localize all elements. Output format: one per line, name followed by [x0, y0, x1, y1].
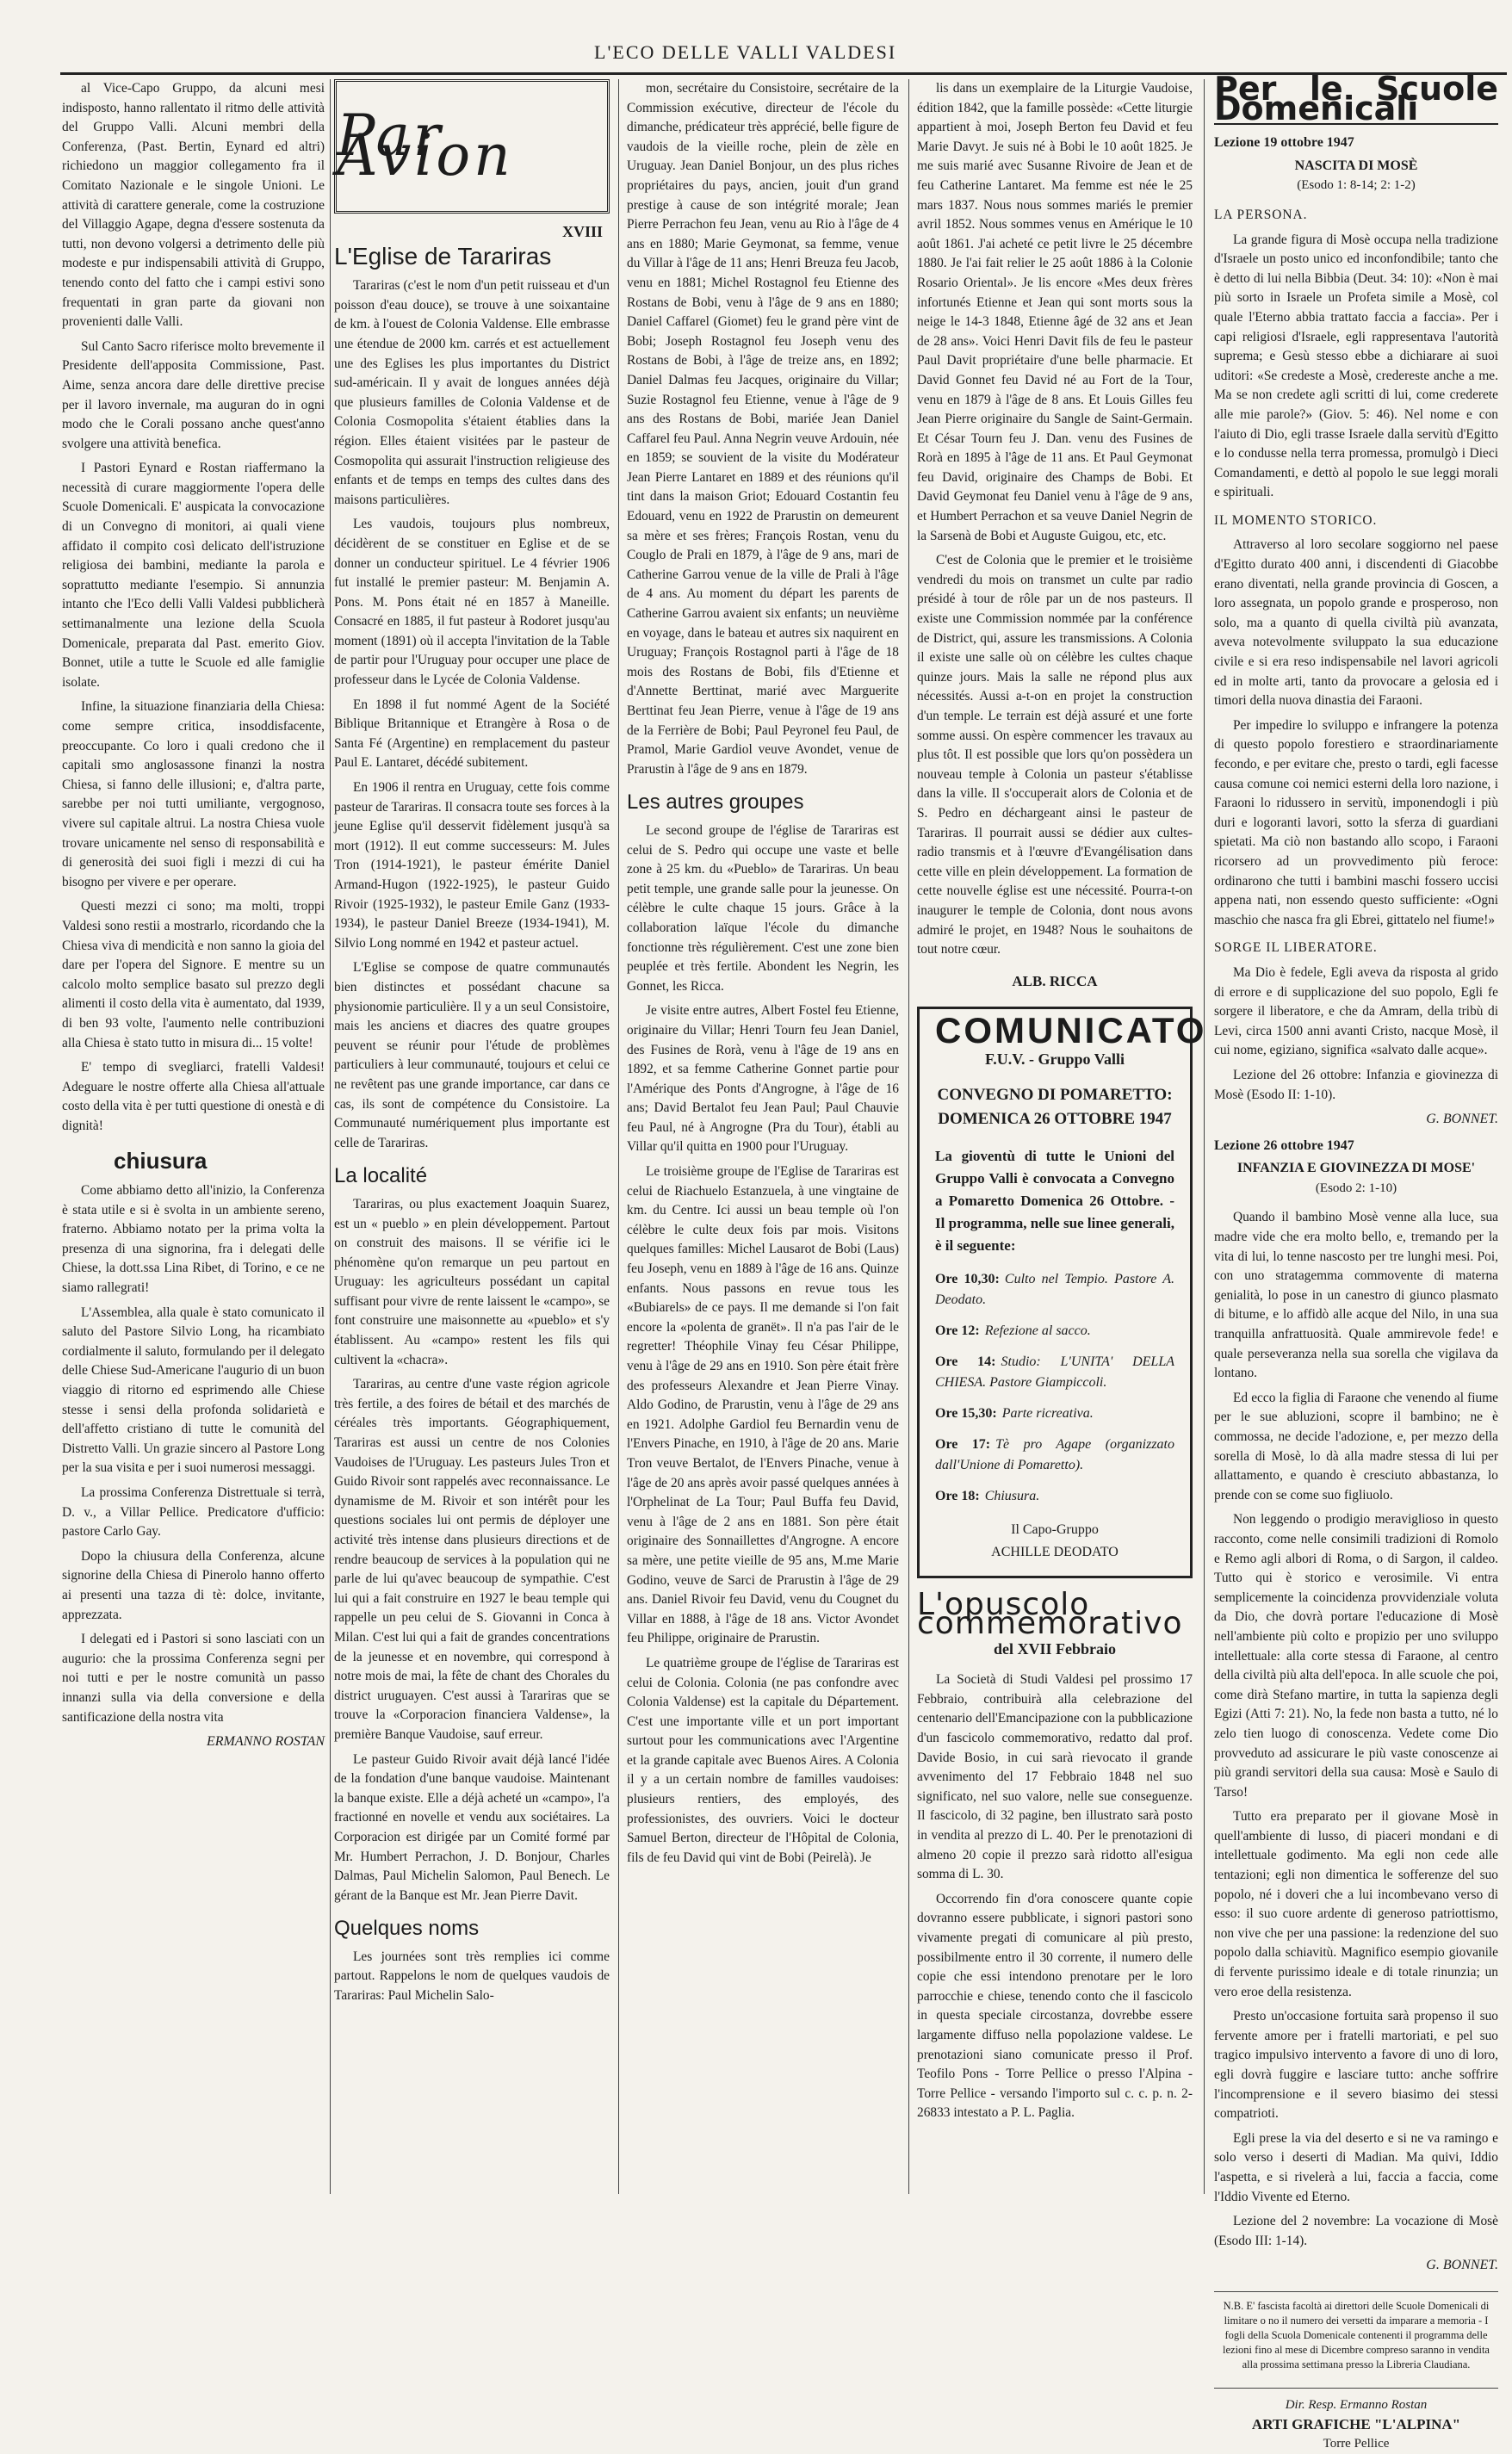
program-text: Refezione al sacco. — [984, 1323, 1091, 1338]
paragraph: En 1898 il fut nommé Agent de la Société Biblique Britannique et Etrangère à Rosa o de Santa Fé (Argentine) en remplacement du pasteur Paul E. Lantaret, décédé subitement. — [334, 697, 610, 771]
paragraph: Ma Dio è fedele, Egli aveva da risposta al grido di errore e di supplicazione del suo popolo, Egli fe sorgere il liberatore, e che da Amram, della tribù di Levi, circa 1500 anni avanti Cristo, nacque Mosè, il cui nome, egiziano, significa «salvato dalle acque». — [1214, 964, 1498, 1058]
paragraph: Les vaudois, toujours plus nombreux, décidèrent de se constituer en Eglise et de se donner un conducteur spirituel. Le 4 février 1906 fut installé le premier pasteur: M. Benjamin A. Pons. M. Pons était né en 1857 à Maneille. Consacré en 1885, il fut pasteur à Rodoret jusqu'au moment (1891) où il accepta l'invitation de la Table de partir pour l'Uruguay pour occuper une place de professeur dans le Lycée de Colonia Valdense. — [334, 517, 610, 688]
author-signature: ERMANNO ROSTAN — [206, 1734, 325, 1750]
par-avion-title: Par Avion — [337, 102, 514, 189]
lesson-reference: (Esodo 2: 1-10) — [1315, 1181, 1397, 1195]
paragraph: Lezione del 2 novembre: La vocazione di Mosè (Esodo III: 1-14). — [1214, 2214, 1498, 2248]
program-time: Ore 15,30: — [935, 1405, 997, 1421]
program-text: Tè pro Agape (organizzato dall'Unione di Pomaretto). — [935, 1436, 1174, 1472]
chapter-number: XVIII — [561, 223, 603, 240]
lesson-date: Lezione 26 ottobre 1947 — [1214, 1137, 1354, 1153]
comunicato-heading: CONVEGNO DI POMARETTO: DOMENICA 26 OTTOBRE 1947 — [937, 1085, 1173, 1128]
paragraph: Le pasteur Guido Rivoir avait déjà lancé l'idée de la fondation d'une banque vaudoise. Maintenant la banque existe. Elle a déjà acheté un «campo», l'a fractionné en novelle et vendu aux sociétaires. La Corporacion est dirigée par un Comité formé par Mr. Humbert Perrachon, J. D. Bonjour, Charles Dalmas, Paul Michelin Salomon, Paul Benech. Le gérant de la Banque est Mr. Jean Pierre Davit. — [334, 1751, 610, 1903]
column-par-avion — [334, 79, 610, 2194]
paragraph: Dopo la chiusura della Conferenza, alcune signorine della Chiesa di Pinerolo hanno offerto ai presenti una tazza di tè: dolce, invitante, apprezzata. — [62, 1548, 325, 1622]
publication-credits — [1214, 2388, 1498, 2454]
author-signature: ALB. RICCA — [1012, 972, 1098, 989]
paragraph: Egli prese la via del deserto e si ne va ramingo e solo verso i deserti di Madian. Ma quivi, Iddio l'aspetta, e si rivelerà a lui, faccia a faccia, come l'Iddio Vivente ed Eterno. — [1214, 2130, 1498, 2204]
program-item — [935, 1321, 1174, 1342]
paragraph: L'Assemblea, alla quale è stato comunicato il saluto del Pastore Silvio Long, ha ricambiato cordialmente il saluto, formulando per il delegato delle Chiese Sud-Americane l'augurio di un buon viaggio di ritorno ed esprimendo alle Chiese stesse i sensi della profonda solidarietà e dell'affetto cristiano di tutte le comunità del Distretto Valli. Un grazie sincero al Pastore Long per la sua visita e per i suoi numerosi messaggi. — [62, 1304, 325, 1476]
column-colonia-and-notices — [917, 79, 1207, 2194]
program-item — [935, 1352, 1174, 1393]
paragraph: Tarariras (c'est le nom d'un petit ruisseau et d'un poisson d'eau douce), se trouve à une soixantaine de km. à l'ouest de Colonia Valdense. Elle embrasse une étendue de 2000 km. carrés et est actuellement une des Eglises les plus importantes du District sud-américain. Il y avait de longues années déjà que plusieurs familles de Colonia Valdense et de Colonia Cosmopolita s'étaient établies dans la région. Elles étaient visitées par le pasteur de Cosmopolita qui assurait l'instruction religieuse des enfants et de temps en temps des cultes dans des maisons particulières. — [334, 278, 610, 507]
paragraph: Tutto era preparato per il giovane Mosè in quell'ambiente di lusso, di piaceri mondani e di intellettuale godimento. Ma egli non cede alle tentazioni; egli non dimentica le sofferenze del suo popolo, né i doveri che a lui incombevano verso di esso: il suo cuore ardente di generoso patriottismo, non vive che per una passione: la redenzione del suo popolo dalla schiavitù. Magnifico esempio giovanile di fervente purissimo ideale e di totale rinunzia; un vero eroe della resistenza. — [1214, 1809, 1498, 1999]
par-avion-title-box — [334, 79, 610, 214]
paragraph: Non leggendo o prodigio meraviglioso in questo racconto, come nelle consimili tradizioni di Romolo e Remo agli albori di Roma, o di Sargon, il caldeo. Tutto qui è storico e verosimile. Vi entra semplicemente la coincidenza provvidenziale voluta da Dio, che dovrà portare l'educazione di Mosè nell'ambiente più colto e propizio per uno sviluppo intellettuale: alla corte stessa di Faraone, al centro della civiltà più alta dell'epoca. In alle scuole che poi, come dirà Stefano martire, in tutta la sapienza degli Egizi (Atti 7: 21). No, la fede non basta a tutto, né lo zelo tien luogo di conoscenza. Vedete come Dio provveduto ad assicurare le più vaste conoscenze ai più grandi servitori della sua causa: Mosè e Saulo di Tarso! — [1214, 1512, 1498, 1800]
subsection-title: Les autres groupes — [627, 790, 804, 815]
program-text: Studio: L'UNITA' DELLA CHIESA. Pastore Giampiccoli. — [935, 1354, 1175, 1390]
column-rule — [908, 79, 909, 2194]
column-scuole-domenicali — [1214, 70, 1498, 2451]
lesson-title: INFANZIA E GIOVINEZZA DI MOSE' — [1236, 1161, 1476, 1176]
comunicato-signature — [935, 1519, 1174, 1564]
paragraph: mon, secrétaire du Consistoire, secrétaire de la Commission exécutive, directeur de l'école du dimanche, prédicateur très apprécié, belle figure de vaudois de la vieille roche, plein de zèle en Uruguay. Jean Daniel Bonjour, un des plus riches propriétaires du pays, ancien, jouit d'un grand prestige à cause de son intégrité morale; Jean Pierre Perrachon feu Jean, venu au Rio à l'âge de 4 ans en 1880; Marie Geymonat, sa femme, venue du Villar à l'âge de 11 ans; Henri Breuza feu Jacob, venu en 1881; Michel Rostagnol feu Etienne des Rostans de Bobi, venu à l'âge de 9 ans en 1880; Daniel Caffarel (Giomet) feu le grand père vint de Bobi; Joseph Rostagnol feu Joseph venu des Rostans de Bobi, à l'âge de treize ans, en 1892; Daniel Dalmas feu Jacques, originaire du Villar; Suzie Rostagnol feu Etienne, venue à l'âge de 9 ans des Rostans de Bobi, mariée Jean Daniel Caffarel feu Paul. Anna Negrin veuve Ardouin, née en 1859; se souvient de la visite du Modérateur Jean Pierre Lantaret en 1889 et des réunions qu'il tint dans la maison Griot; Edouard Costantin feu Edouard, venu en 1922 de Prarustin on demeurent sa mère et ses frères; François Rostan, venu du Couglo de Prali en 1879, à l'âge de 9 ans, mari de Catherine Garrou venue de la ville de Prali à l'âge de 4 ans. Au moment du départ les parents de Catherine Garrou avaient six enfants; un neuvième en voyage, dans le bateau et autres six naquirent en Uruguay; François Rostagnol parti à l'âge de 18 mois des Rostans de Bobi, fils d'Etienne et d'Annette Berttinat, marié avec Marguerite Berttinat feu Jean Pierre, venue à l'âge de 19 ans de la Ferrière de Bobi; Paul Peyronel feu Paul, de Pramol, Marie Gardiol veuve Avondet, venue de Prarustin à l'âge de 9 ans en 1879. — [627, 81, 899, 777]
comunicato-title: COMUNICATO — [935, 1010, 1207, 1051]
paragraph: al Vice-Capo Gruppo, da alcuni mesi indisposto, hanno rallentato il ritmo delle attività del Gruppo Valli. Alcuni membri della Conferenza, (Past. Bertin, Eynard ed altri) richiedono un maggior collegamento fra il Comitato Nazionale e le singole Unioni. Le attività di carattere generale, come la costruzione del Villaggio Agape, degna d'essere sostenuta da tutti, non devono volgersi a detrimento delle più modeste e pur indispensabili attività di Gruppo, tenendo conto del fatto che i campi estivi sono frequentati in gran parte da giovani non provenienti dalle Valli. — [62, 81, 325, 330]
paragraph: Les journées sont très remplies ici comme partout. Rappelons le nom de quelques vaudois de Tarariras: Paul Michelin Salo- — [334, 1949, 610, 2004]
paragraph: La Società di Studi Valdesi pel prossimo 17 Febbraio, contribuirà alla celebrazione del centenario dell'Emancipazione con la pubblicazione d'un fascicolo commemorativo, redatto dal prof. Davide Bosio, in cui sarà rievocato il grande avvenimento del 17 Febbraio 1848 nel suo significato, nel suo valore, nelle sue conseguenze. Il fascicolo, di 32 pagine, ben illustrato sarà posto in vendita al prezzo di L. 40. Per le prenotazioni di almeno 20 copie il prezzo sarà ridotto all'esigua somma di L. 30. — [917, 1672, 1193, 1882]
program-time: Ore 14: — [935, 1354, 996, 1369]
signer-role: Il Capo-Gruppo — [1011, 1521, 1099, 1537]
paragraph: Le second groupe de l'église de Tarariras est celui de S. Pedro qui occupe une vaste et belle zone à 25 km. du «Pueblo» de Tarariras. Un beau petit temple, une grande salle pour la jeunesse. On célèbre le culte chaque 15 jours. Grâce à la collaboration laïque l'école du dimanche fonctionne très régulièrement. C'est une zone bien peuplée et très fertile. Abondent les Negrin, les Gonnet, les Ricca. — [627, 822, 899, 994]
column-par-avion-continued — [627, 79, 899, 2194]
column-rule — [330, 79, 331, 2194]
paragraph: Je visite entre autres, Albert Fostel feu Etienne, originaire du Villar; Henri Tourn feu Jean Daniel, des Fusines de Rorà, venu à l'âge de 19 ans en 1892, et sa femme Catherine Gonnet partie pour l'Amérique des Ponts d'Angrogne, à l'âge de 16 ans; David Bertalot feu Jean Paul; Paul Chauvie feu Paul, né à Angrogne (Pra du Tour), établi au Villar qu'il quitta en 1900 pour l'Uruguay. — [627, 1003, 899, 1155]
paragraph: Ed ecco la figlia di Faraone che venendo al fiume per le sue abluzioni, scopre il bambino; ne è commossa, ne decide l'adozione, e, per mezzo della sorella di Mosè, lo dà alla madre stessa di lui per allattamento, e quando è cresciuto abbastanza, lo prende con se come suo figliuolo. — [1214, 1390, 1498, 1503]
lesson-signature: G. BONNET. — [1426, 1112, 1498, 1127]
lesson-part-heading: IL MOMENTO STORICO. — [1214, 512, 1378, 528]
program-time: Ore 17: — [935, 1436, 991, 1452]
paragraph: Attraverso al loro secolare soggiorno nel paese d'Egitto durato 400 anni, i discendenti di Giacobbe erano diventati, nella grande provincia di Goscen, a loro assegnata, un popolo grande e prosperoso, non solo, ma a quanto di quella civiltà più avanzata, aveva notevolmente sviluppato la sua educazione civile e si era reso indispensabile nel lavori agricoli ed in molte arti, tanto da provocare a gelosia ed i timori della nuova dinastia dei Faraoni. — [1214, 537, 1498, 709]
paragraph: Per impedire lo sviluppo e infrangere la potenza di questo popolo forestiero e straordinariamente fecondo, e per evitare che, presto o tardi, egli facesse causa comune coi nemici esterni della loro nazione, i Faraoni lo ridussero in servitù, imponendogli i più duri e logoranti lavori, sotto la sferza di guardiani spietati. Ma ciò non bastando allo scopo, i Faraoni ricorsero ad un provvedimento più feroce: ordinarono che tutti i bambini maschi fossero uccisi appena nati, non essendo questo sufficiente: «Ogni maschio che nasca fra gli Ebrei, gittatelo nel fiume!» — [1214, 717, 1498, 927]
paragraph: C'est de Colonia que le premier et le troisième vendredi du mois on transmet un culte par radio présidé à tour de rôle par un de nos pasteurs. Il existe une Commission nommée par la conférence de District, qui, assure les transmissions. A Colonia il existe une salle où on célèbre les cultes chaque quinze jours. Mais la salle ne répond plus aux nécessités. Aussi a-t-on en projet la construction d'un temple. Le terrain est déjà assuré et une forte somme aussi. On espère commencer les travaux au plus tôt. Il est possible que lors qu'on possèdera un nouveau temple à Colonia un pasteur s'établisse dans la ville. Il s'occuperait alors de Colonia et de S. Pedro en déchargeant ainsi le pasteur de Tarariras. Il pourrait aussi se dédier aux cultes-radio transmis et à l'œuvre d'Evangélisation dans cette ville en plein développement. La formation de cette nouvelle église est une nécessité. Pourra-t-on inaugurer le temple de Colonia, dont nous avons admiré le projet, en 1948? Nous le souhaitons de tout notre cœur. — [917, 553, 1193, 957]
program-time: Ore 12: — [935, 1323, 980, 1338]
paragraph: lis dans un exemplaire de la Liturgie Vaudoise, édition 1842, que la famille possède: «Cette liturgie appartient à moi, Joseph Berton feu David et feu Marie Davyt. Je suis né à Bobi le 10 août 1825. Je me suis marié avec Susanne Rivoire de Jean et de feu Catherine Lantaret. Ma femme est née le 25 mars 1837. Nous nous sommes mariés le premier avril 1852. Nous sommes venus en Amérique le 10 août 1861. J'ai acheté ce petit livre le 25 décembre 1880. Je l'ai fait relier le 25 août 1886 à la Colonie Rosario Oriental». Je lis encore «Mes deux frères infortunés Etienne et Jean qui sont morts sous la neige le 14-3 1848, Etienne âgé de 32 ans et Jean de 28 ans». Voici Henri Davit fils de feu le pasteur Paul Davit propriétaire d'une belle pharmacie. Et David Gonnet feu David né au Fort de la Tour, venu en 1879 à l'âge de 8 ans. Et Louis Gilles feu Jean Pierre originaire du Sangle de Saint-Germain. Et César Tourn feu J. Dan. venu des Fusines de Rorà en 1895 à l'âge de 11 ans. Et Paul Geymonat feu David, originaire des Champs de Bobi. Et David Geymonat feu Daniel venu à l'âge de 9 ans, et Humbert Perrachon et sa veuve Daniel Negrin de la Sarsenà de Bobi et Auguste Guigou, etc, etc. — [917, 81, 1193, 543]
subsection-title: Quelques noms — [334, 1917, 480, 1941]
column-conference-report — [62, 79, 325, 2194]
paragraph: Le troisième groupe de l'Eglise de Tarariras est celui de Riachuelo Estanzuela, à une vingtaine de km. du Centre. Ici aussi un beau temple où l'on célèbre le culte deux fois par mois. Visitons quelques familles: Michel Lausarot de Bobi (Laus) feu Joseph, venu en 1889 à l'âge de 16 ans. Quinze enfants. Nous passons en revue tous les «Bubiarels» de ce pays. Il me demande si l'on fait encore la «polenta de granët». Il n'a pas l'air de le regretter! Théophile Vinay feu César Philippe, venu à l'âge de 29 ans en 1910. Son père était frère des professeurs Alexandre et Jean Pierre Vinay. Aldo Godino, de Prarustin, venu à l'âge de 29 ans en 1921. Adolphe Gardiol feu Bernardin venu de l'Envers Pinache, en 1910, à l'âge de 20 ans. Marie Tron veuve Bertalot, de l'Envers Pinache, venue à l'âge de 20 ans après avoir passé quelques années à l'Orphelinat de La Tour; Paul Buffa feu David, venu à l'âge de 2 ans en 1881. Son père était originaire des Sonnaillettes d'Angrogne. A encore sa mère, une petite vieille de 95 ans, M.me Marie Godino, veuve de Sarci de Prarustin à l'âge de 29 ans. Daniel Rivoir feu David, venu du Cougnet du Villar en 1888, à l'âge de 18 ans. Victor Avondet feu Philippe, originaire de Prarustin. — [627, 1164, 899, 1646]
paragraph: Questi mezzi ci sono; ma molti, troppi Valdesi sono restii a mostrarlo, ricordando che la Chiesa viva di mendicità e non sanno la gioia del dare per l'opera del Signore. E mentre su un calcolo molto semplice basato sul prezzo degli alimenti il costo della vita è aumentato, dal 1939, di ben 93 volte, l'aumento nelle contribuzioni alla Chiesa è stato tutto in misura di... 15 volte! — [62, 899, 325, 1050]
program-text: Parte ricreativa. — [1001, 1405, 1094, 1421]
column-rule — [618, 79, 619, 2194]
paragraph: En 1906 il rentra en Uruguay, cette fois comme pasteur de Tarariras. Il consacra toute ses forces à la jeune Eglise qu'il desservit fidèlement jusqu'à sa mort (1912). Il eut comme successeurs: M. Jules Tron (1914-1921), le pasteur émérite Daniel Armand-Hugon (1922-1925), le pasteur Guido Rivoir (1925-1932), le pasteur Emile Ganz (1933-1934), le pasteur Daniel Breeze (1934-1941), M. Silvio Long nommé en 1942 et pasteur actuel. — [334, 780, 610, 951]
opuscolo-subtitle: del XVII Febbraio — [993, 1639, 1116, 1658]
printer-credit: ARTI GRAFICHE "L'ALPINA" — [1251, 2415, 1461, 2432]
column-rule — [1204, 79, 1205, 2194]
program-text: Chiusura. — [984, 1488, 1040, 1503]
paragraph: La prossima Conferenza Distrettuale si terrà, D. v., a Villar Pellice. Predicatore d'ufficio: pastore Carlo Gay. — [62, 1484, 325, 1540]
paragraph: Tarariras, au centre d'une vaste région agricole très fertile, a des foires de bétail et des marchés de céréales très importants. Géographiquement, Tarariras est aussi un centre de nos Colonies Vaudoises de l'Uruguay. Les pasteurs Jules Tron et Guido Rivoir sont rappelés avec reconnaissance. Le dynamisme de M. Rivoir et son intérêt pour les questions sociales lui ont permis de déployer une activité très intense dans plusieurs directions et de rendre beaucoup de services à la population qui ne parle de lui qu'avec beaucoup de sympathie. C'est lui qui a fait construire en 1927 le beau temple qui rappelle un peu celui de S. Giovanni in Conca à Milan. C'est lui qui a fait de grandes concentrations de la jeunesse et en novembre, qui correspond à notre mois de mai, la fête de chant des Chorales du district uruguayen. C'est aussi à Tarariras que se trouve la «Corporacion financiera Valdense», la première Banque Vaudoise, sauf erreur. — [334, 1377, 610, 1742]
program-item — [935, 1404, 1174, 1424]
program-item — [935, 1269, 1174, 1311]
comunicato-intro: La gioventù di tutte le Unioni del Gruppo Valli è convocata a Convegno a Pomaretto Domenica 26 Ottobre. - Il programma, nelle sue linee generali, è il seguente: — [935, 1147, 1174, 1254]
program-text: Culto nel Tempio. Pastore A. Deodato. — [935, 1271, 1174, 1307]
paragraph: I delegati ed i Pastori si sono lasciati con un augurio: che la prossima Conferenza segni per noi tutti e per le nostre comunità un passo innanzi sulla via della conversione e della santificazione della nostra vita — [62, 1632, 325, 1725]
comunicato-box — [917, 1007, 1207, 1577]
lesson-reference: (Esodo 1: 8-14; 2: 1-2) — [1297, 178, 1416, 193]
program-item — [935, 1486, 1174, 1507]
comunicato-subtitle: F.U.V. - Gruppo Valli — [984, 1050, 1125, 1068]
paragraph: Infine, la situazione finanziaria della Chiesa: come sempre critica, insoddisfacente, preoccupante. Co loro i quali credono che il capitali smo anglosassone finanzi la nostra Chiesa, si fanno delle illusioni; e, d'altra parte, sarebbe per noi tutti umiliante, vergognoso, vivere sul capitale altrui. La nostra Chiesa vuole trovare unicamente nel senso di responsabilità e di generosità dei suoi figli i mezzi di cui ha bisogno per vivere e per operare. — [62, 699, 325, 889]
subsection-title: La localité — [334, 1164, 428, 1188]
page-header — [0, 0, 1512, 72]
running-head: L'ECO DELLE VALLI VALDESI — [594, 41, 897, 63]
signer-name: ACHILLE DEODATO — [991, 1544, 1119, 1559]
program-time: Ore 10,30: — [935, 1271, 1000, 1286]
paragraph: Le quatrième groupe de l'église de Tarariras est celui de Colonia. Colonia (ne pas confondre avec Colonia Valdense) est la capitale du Département. C'est une importante ville et un port important surtout pour les communications avec l'Argentine et la grande capitale avec Buenos Aires. A Colonia il y a un certain nombre de familles vaudoises: plusieurs rentiers, des employés, des professionistes, des ouvriers. Voici le docteur Samuel Berton, directeur de l'Hôpital de Colonia, fils de feu David qui vint de Bobi (Peirelà). Je — [627, 1655, 899, 1865]
footnote: N.B. E' fascista facoltà ai direttori delle Scuole Domenicali di limitare o no il numero dei versetti da imparare a memoria - I fogli della Scuola Domenicale contenenti il programma delle lezioni fino al mese di Dicembre compreso saranno in vendita alla prossima settimana presso la Libreria Claudiana. — [1214, 2291, 1498, 2372]
lesson-signature: G. BONNET. — [1426, 2258, 1498, 2273]
lesson-part-heading: SORGE IL LIBERATORE. — [1214, 940, 1378, 956]
scuole-domenicali-title: Per le Scuole Domenicali — [1214, 70, 1498, 127]
lesson-date: Lezione 19 ottobre 1947 — [1214, 135, 1354, 151]
lesson-title: NASCITA DI MOSÈ — [1294, 158, 1418, 173]
paragraph: Quando il bambino Mosè venne alla luce, sua madre vide che era molto bello, e, tremando per la vita di lui, lo tenne nascosto per tre lunghi mesi. Poi, con uno stratagemma commovente di materna genialità, lo pose in un canestro di giunco plasmato di bitume, e lo affidò alle acque del Nilo, in una sua tranquilla anfrattuosità. Quale ammirevole fede! e quale perseveranza nella sua sorella che vigilava da lontano. — [1214, 1210, 1498, 1381]
paragraph: Presto un'occasione fortuita sarà propenso il suo fervente amore per i fratelli martoriati, e pel suo tragico impulsivo intervento a favore di uno di loro, egli dovrà fuggire e lasciare tutto: anche soffrire l'incomprensione e il severo biasimo dei stessi compatrioti. — [1214, 2009, 1498, 2122]
article-title: L'Eglise de Tarariras — [334, 242, 552, 270]
program-item — [935, 1435, 1174, 1476]
paragraph: La grande figura di Mosè occupa nella tradizione d'Israele un posto unico ed inconfondibile; tanto che è detto di lui nella Bibbia (Deut. 34: 10): «Non è mai più sorto in Israele un Profeta simile a Mosè, col quale l'Eterno abbia trattato faccia a faccia». Per i capi religiosi d'Israele, egli rappresentava l'autorità suprema; e Gesù stesso ebbe a dichiarare ai suoi uditori: «Se credeste a Mosè, credereste anche a me. Ma se non credete agli scritti di lui, come crederete alle mie parole?» (Giov. 5: 46). Nel nome e con l'aiuto di Dio, egli trasse Israele dalla servitù d'Egitto e lo condusse nella terra promessa, promulgò i Dieci Comandamenti, e dettò al popolo le sue leggi morali e spirituali. — [1214, 232, 1498, 500]
printer-place: Torre Pellice — [1323, 2437, 1390, 2451]
lesson-part-heading: LA PERSONA. — [1214, 207, 1308, 222]
paragraph: Lezione del 26 ottobre: Infanzia e giovinezza di Mosè (Esodo II: 1-10). — [1214, 1067, 1498, 1102]
director-credit: Dir. Resp. Ermanno Rostan — [1285, 2397, 1428, 2412]
section-title-chiusura: chiusura — [114, 1148, 208, 1174]
paragraph: L'Eglise se compose de quatre communautés bien distinctes et possédant chacune sa physionomie particulière. Il y a un seul Consistoire, mais les anciens et diacres des quatre groupes peuvent se réunir pour l'étude de problèmes particuliers à leur communauté, toujours et celui ce ne revêtent pas une grande importance, car dans ce cas, ils sont de compétence du Consistoire. La Communauté numériquement plus importante est celle de Tarariras. — [334, 960, 610, 1150]
paragraph: I Pastori Eynard e Rostan riaffermano la necessità di curare maggiormente l'opera delle Scuole Domenicali. E' auspicata la convocazione di un Convegno di monitori, ai quali viene affidato il compito così delicato dell'istruzione religiosa dei bambini, mediante la parola e soprattutto mediante l'esempio. Si annunzia intanto che l'Eco delli Valli Valdesi pubblicherà settimanalmente una lezione della Scuola Domenicale, preparata dal Past. emerito Giov. Bonnet, utile a tutte le Scuole ed alle famiglie isolate. — [62, 461, 325, 690]
paragraph: Come abbiamo detto all'inizio, la Conferenza è stata utile e si è svolta in un ambiente sereno, fraterno. Abbiamo notato per la prima volta la presenza di una signorina, fra i delegati delle Chiese, la dott.ssa Lina Ribet, di Torino, e ce ne siamo rallegrati! — [62, 1183, 325, 1296]
paragraph: Sul Canto Sacro riferisce molto brevemente il Presidente dell'apposita Commissione, Past. Aime, senza ancora dare delle direttive precise per il lavoro invernale, ma auguran do in ogni modo che le Corali possano anche quest'anno svolgere una attività benefica. — [62, 338, 325, 451]
paragraph: Tarariras, ou plus exactement Joaquin Suarez, est un « pueblo » en plein développement. Partout on construit des maisons. Il se vérifie ici le phénomène qu'on remarque un peu partout en Uruguay: les agriculteurs possédant un capital suffisant pour vivre de rente laissent le «campo», se font construire une maisonnette au «pueblo» et s'y établissent. Au «campo» restent les fils qui cultivent la «chacra». — [334, 1196, 610, 1367]
opuscolo-title: L'opuscolo commemorativo — [917, 1586, 1183, 1642]
paragraph: Occorrendo fin d'ora conoscere quante copie dovranno essere pubblicate, i signori pastori sono vivamente pregati di comunicare al più presto, possibilmente entro il 30 corrente, il numero delle copie che essi intendono prenotare per le loro parrocchie e chiese, tenendo conto che il fascicolo in questa speciale circostanza, dovrebbe essere largamente diffuso nella popolazione valdese. Le prenotazioni siano comunicate presso il Prof. Teofilo Pons - Torre Pellice o presso l'Alpina - Torre Pellice - versando l'importo sul c. c. p. n. 2-26833 intestato a P. L. Paglia. — [917, 1891, 1193, 2121]
paragraph: E' tempo di svegliarci, fratelli Valdesi! Adeguare le nostre offerte alla Chiesa all'attuale costo della vita è per tutti questione di onestà e di dignità! — [62, 1060, 325, 1133]
program-time: Ore 18: — [935, 1488, 980, 1503]
